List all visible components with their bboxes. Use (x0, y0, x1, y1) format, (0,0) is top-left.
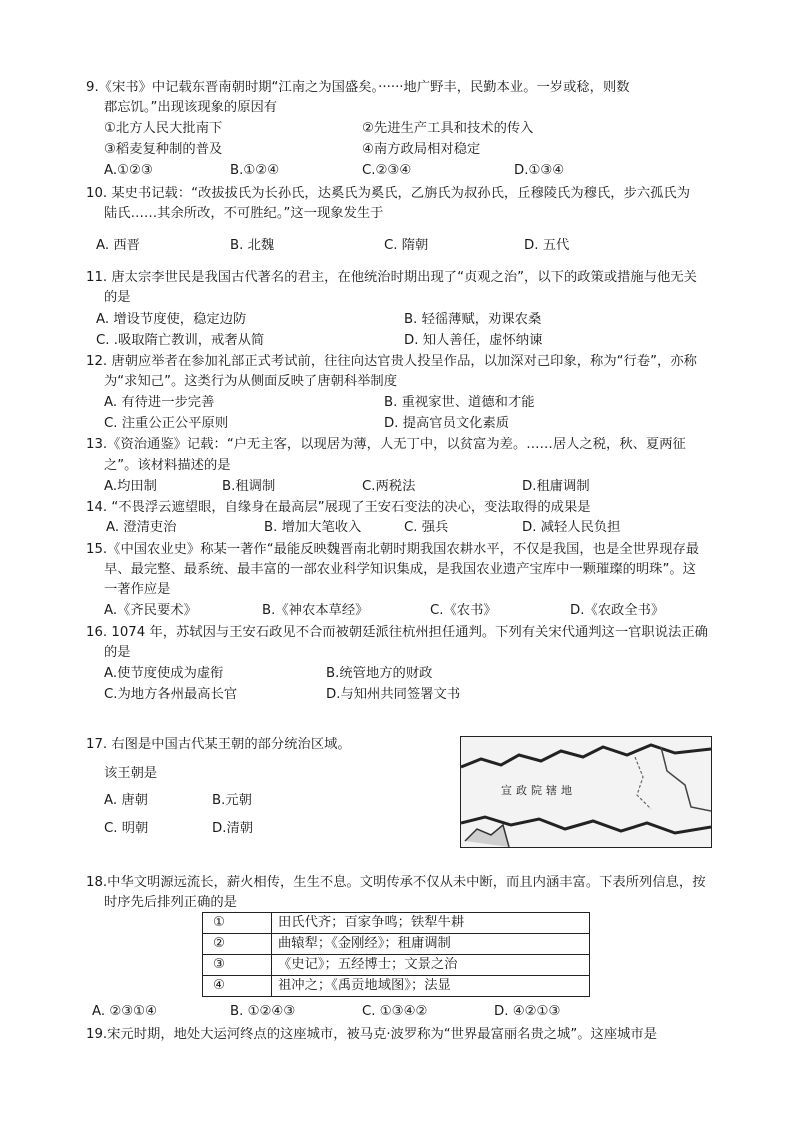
q11-option-b[interactable]: B. 轻徭薄赋，劝课农桑 (404, 312, 542, 327)
q9-item-2: ②先进生产工具和技术的传入 (362, 121, 534, 136)
q9-item-3: ③稻麦复种制的普及 (104, 142, 223, 157)
q13-stem-line-2: 之”。该材料描述的是 (104, 458, 231, 473)
q11-option-c[interactable]: C. .吸取隋亡教训，戒奢从简 (96, 333, 265, 348)
q9-item-4: ④南方政局相对稳定 (362, 142, 481, 157)
q15-stem-line-2: 早、最完整、最系统、最丰富的一部农业科学知识集成，是我国农业遗产宝库中一颗璀璨的明珠”。这 (104, 562, 696, 577)
q15-option-c[interactable]: C.《农书》 (430, 603, 497, 618)
q17-map-image (460, 736, 712, 848)
table-cell-num: ① (203, 913, 272, 934)
table-cell-text: 田氏代齐；百家争鸣；铁犁牛耕 (272, 913, 590, 934)
q12-option-a[interactable]: A. 有待进一步完善 (104, 395, 215, 410)
q11-stem-line-2: 的是 (104, 290, 131, 305)
q18-sequence-table (202, 912, 590, 997)
table-row (203, 976, 590, 997)
table-cell-text: 祖冲之；《禹贡地域图》；法显 (272, 976, 590, 997)
q14-option-d[interactable]: D. 减轻人民负担 (522, 520, 621, 535)
q9-option-b[interactable]: B.①②④ (230, 163, 280, 178)
q12-stem-line-1: 12. 唐朝应举者在参加礼部正式考试前，往往向达官贵人投呈作品，以加深对己印象，称为“行卷”，亦称 (86, 354, 697, 369)
q13-option-d[interactable]: D.租庸调制 (522, 479, 590, 494)
q10-option-b[interactable]: B. 北魏 (230, 238, 275, 253)
q15-option-d[interactable]: D.《农政全书》 (570, 603, 665, 618)
q13-option-a[interactable]: A.均田制 (104, 479, 157, 494)
q11-stem-line-1: 11. 唐太宗李世民是我国古代著名的君主，在他统治时期出现了“贞观之治”，以下的政策或措施与他无关 (86, 270, 697, 285)
q17-stem-line-1: 17. 右图是中国古代某王朝的部分统治区域。 (86, 737, 351, 752)
q15-option-a[interactable]: A.《齐民要术》 (104, 603, 197, 618)
q11-option-a[interactable]: A. 增设节度使，稳定边防 (96, 312, 247, 327)
table-cell-num: ② (203, 934, 272, 955)
q17-option-b[interactable]: B.元朝 (212, 793, 252, 808)
q16-stem-line-1: 16. 1074 年，苏轼因与王安石政见不合而被朝廷派往杭州担任通判。下列有关宋代通判这一官职说法正确 (86, 625, 708, 640)
q17-map-label: 宣政院辖地 (501, 784, 576, 797)
q18-option-a[interactable]: A. ②③①④ (92, 1004, 157, 1019)
q14-option-c[interactable]: C. 强兵 (404, 520, 449, 535)
q17-option-d[interactable]: D.清朝 (212, 821, 254, 836)
q12-stem-line-2: 为“求知己”。这类行为从侧面反映了唐朝科举制度 (104, 374, 398, 389)
q14-stem-line-1: 14. “不畏浮云遮望眼，自缘身在最高层”展现了王安石变法的决心，变法取得的成果是 (86, 500, 591, 515)
q10-option-c[interactable]: C. 隋朝 (384, 238, 429, 253)
q10-option-a[interactable]: A. 西晋 (96, 238, 140, 253)
q14-option-a[interactable]: A. 澄清吏治 (106, 520, 177, 535)
q9-stem-line-1: 9.《宋书》中记载东晋南朝时期“江南之为国盛矣。······地广野丰，民勤本业。一岁或稔，则数 (86, 80, 630, 95)
q16-option-c[interactable]: C.为地方各州最高长官 (104, 687, 238, 702)
q9-option-a[interactable]: A.①②③ (104, 163, 153, 178)
q14-option-b[interactable]: B. 增加大笔收入 (264, 520, 362, 535)
q19-stem-line-1: 19.宋元时期，地处大运河终点的这座城市，被马克·波罗称为“世界最富丽名贵之城”。这座城市是 (86, 1027, 658, 1042)
map-border-icon (461, 737, 711, 847)
q16-option-d[interactable]: D.与知州共同签署文书 (326, 687, 461, 702)
q9-item-1: ①北方人民大批南下 (104, 121, 223, 136)
table-row (203, 934, 590, 955)
q18-option-b[interactable]: B. ①②④③ (230, 1004, 296, 1019)
q12-option-d[interactable]: D. 提高官员文化素质 (384, 416, 510, 431)
table-row (203, 955, 590, 976)
q15-stem-line-1: 15.《中国农业史》称某一著作“最能反映魏晋南北朝时期我国农耕水平，不仅是我国，也是全世界现存最 (86, 542, 700, 557)
q17-option-c[interactable]: C. 明朝 (104, 821, 149, 836)
q13-stem-line-1: 13.《资治通鉴》记载：“户无主客，以现居为薄，人无丁中，以贫富为差。……居人之税，秋、夏两征 (86, 437, 686, 452)
q13-option-c[interactable]: C.两税法 (362, 479, 416, 494)
q11-option-d[interactable]: D. 知人善任，虚怀纳谏 (404, 333, 543, 348)
q13-option-b[interactable]: B.租调制 (222, 479, 276, 494)
table-cell-num: ③ (203, 955, 272, 976)
table-row (203, 913, 590, 934)
q18-stem-line-1: 18.中华文明源远流长，薪火相传，生生不息。文明传承不仅从未中断，而且内涵丰富。下表所列信息，按 (86, 875, 706, 890)
table-cell-text: 《史记》；五经博士；文景之治 (272, 955, 590, 976)
table-cell-text: 曲辕犁；《金刚经》；租庸调制 (272, 934, 590, 955)
q12-option-c[interactable]: C. 注重公正公平原则 (104, 416, 229, 431)
q17-stem-line-2: 该王朝是 (104, 766, 158, 781)
q18-option-c[interactable]: C. ①③④② (362, 1004, 428, 1019)
q10-option-d[interactable]: D. 五代 (524, 238, 570, 253)
q9-option-c[interactable]: C.②③④ (362, 163, 412, 178)
q9-option-d[interactable]: D.①③④ (514, 163, 565, 178)
q18-stem-line-2: 时序先后排列正确的是 (104, 895, 237, 910)
q9-stem-line-2: 郡忘饥。”出现该现象的原因有 (104, 100, 278, 115)
q16-option-a[interactable]: A.使节度使成为虚衔 (104, 666, 224, 681)
q15-stem-line-3: 一著作应是 (104, 582, 171, 597)
q18-option-d[interactable]: D. ④②①③ (494, 1004, 561, 1019)
q15-option-b[interactable]: B.《神农本草经》 (262, 603, 369, 618)
q17-option-a[interactable]: A. 唐朝 (104, 793, 148, 808)
q16-option-b[interactable]: B.统管地方的财政 (326, 666, 433, 681)
q12-option-b[interactable]: B. 重视家世、道德和才能 (384, 395, 535, 410)
q16-stem-line-2: 的是 (104, 645, 131, 660)
q10-stem-line-1: 10. 某史书记载：“改拔拔氏为长孙氏，达奚氏为奚氏，乙旃氏为叔孙氏，丘穆陵氏为穆氏，步六孤氏为 (86, 186, 691, 201)
table-cell-num: ④ (203, 976, 272, 997)
q10-stem-line-2: 陆氏……其余所改，不可胜纪。”这一现象发生于 (104, 206, 384, 221)
